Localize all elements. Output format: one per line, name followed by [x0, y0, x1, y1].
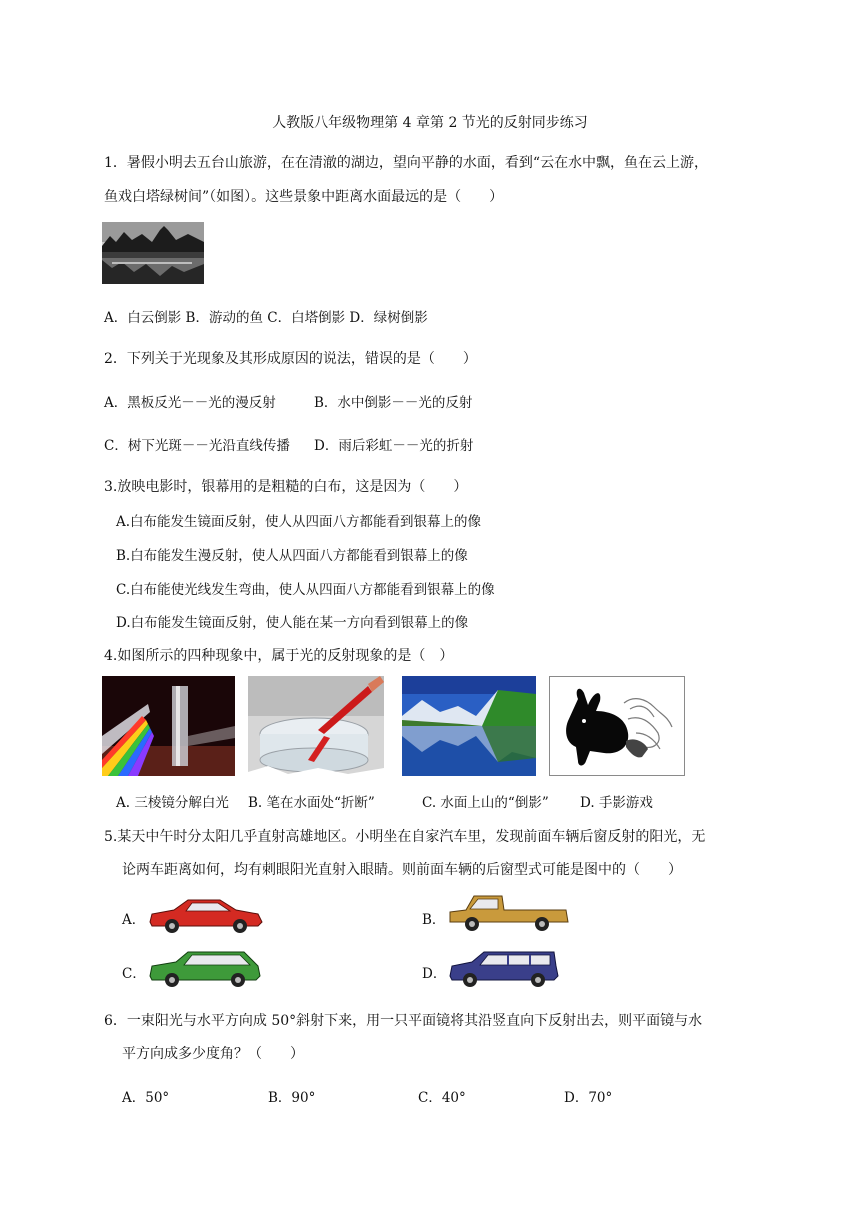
q2-option-a: A．黑板反光－－光的漫反射 — [104, 395, 276, 411]
prism-photo — [102, 676, 235, 776]
q1-options: A．白云倒影 B．游动的鱼 C．白塔倒影 D．绿树倒影 — [104, 310, 428, 326]
q3-option-d: D.白布能发生镜面反射，使人能在某一方向看到银幕上的像 — [116, 615, 469, 631]
q5-label-b: B． — [422, 912, 446, 928]
q5-label-c: C． — [122, 966, 146, 982]
q2-option-c: C．树下光斑－－光沿直线传播 — [104, 438, 290, 454]
q3-stem: 3.放映电影时，银幕用的是粗糙的白布，这是因为（ ） — [104, 479, 468, 495]
q6-option-a: A．50° — [122, 1090, 170, 1106]
q2-option-b: B．水中倒影－－光的反射 — [314, 395, 473, 411]
q4-option-c: C. 水面上山的“倒影” — [422, 795, 549, 811]
q4-option-b: B. 笔在水面处“折断” — [248, 795, 375, 811]
q4-option-a: A. 三棱镜分解白光 — [116, 795, 229, 811]
hand-shadow-photo — [549, 676, 685, 776]
q6-option-c: C．40° — [418, 1090, 466, 1106]
q4-stem: 4.如图所示的四种现象中，属于光的反射现象的是（ ） — [104, 648, 454, 664]
q1-stem-line1: 1．暑假小明去五台山旅游，在在清澈的湖边，望向平静的水面，看到“云在水中飘，鱼在云上游， — [104, 155, 709, 171]
q5-label-d: D． — [422, 966, 447, 982]
q6-stem-line1: 6．一束阳光与水平方向成 50°斜射下来，用一只平面镜将其沿竖直向下反射出去，则平面镜与水 — [104, 1013, 703, 1029]
car-option-c-hatchback — [146, 948, 264, 990]
pencil-in-water-photo — [248, 676, 384, 776]
lake-photo — [102, 222, 204, 284]
q5-label-a: A． — [122, 912, 146, 928]
q5-stem-line1: 5.某天中午时分太阳几乎直射高雄地区。小明坐在自家汽车里，发现前面车辆后窗反射的阳光，无 — [104, 829, 706, 845]
q2-option-d: D．雨后彩虹－－光的折射 — [314, 438, 474, 454]
page-title: 人教版八年级物理第 4 章第 2 节光的反射同步练习 — [272, 115, 588, 131]
q6-option-d: D．70° — [564, 1090, 613, 1106]
car-option-a-sedan — [146, 894, 264, 936]
q6-stem-line2: 平方向成多少度角？（ ） — [122, 1046, 304, 1062]
q3-option-a: A.白布能发生镜面反射，使人从四面八方都能看到银幕上的像 — [116, 514, 482, 530]
q5-stem-line2: 论两车距离如何，均有刺眼阳光直射入眼睛。则前面车辆的后窗型式可能是图中的（ ） — [122, 862, 682, 878]
q1-stem-line2: 鱼戏白塔绿树间”（如图）。这些景象中距离水面最远的是（ ） — [104, 189, 504, 205]
q2-stem: 2．下列关于光现象及其形成原因的说法，错误的是（ ） — [104, 351, 477, 367]
q3-option-b: B.白布能发生漫反射，使人从四面八方都能看到银幕上的像 — [116, 548, 468, 564]
car-option-b-pickup — [446, 892, 570, 936]
q6-option-b: B．90° — [268, 1090, 316, 1106]
car-option-d-wagon — [446, 948, 562, 990]
mountain-reflection-photo — [402, 676, 536, 776]
q3-option-c: C.白布能使光线发生弯曲，使人从四面八方都能看到银幕上的像 — [116, 582, 495, 598]
q4-option-d: D. 手影游戏 — [580, 795, 653, 811]
